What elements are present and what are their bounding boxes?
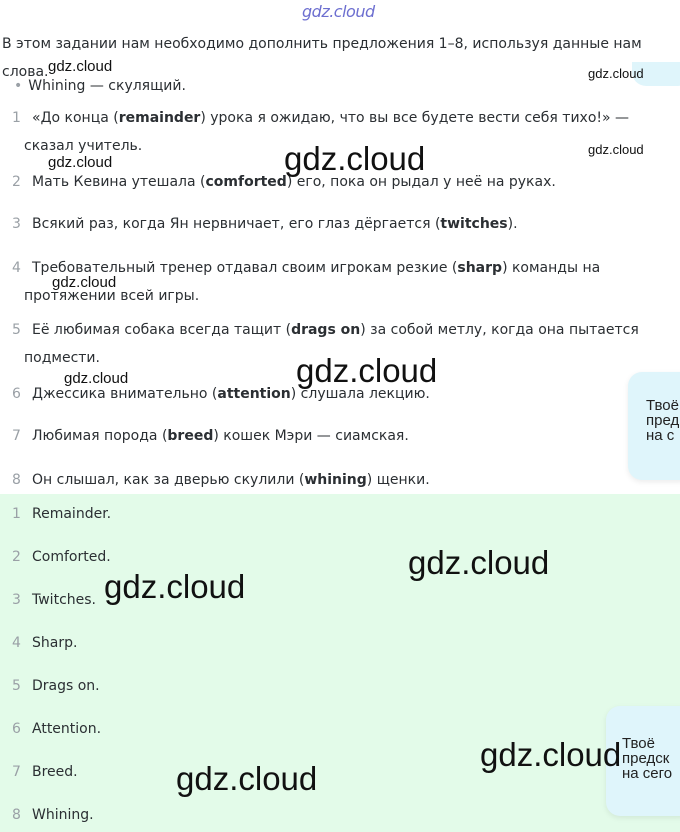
sentence-text-line2: сказал учитель.: [24, 138, 143, 154]
watermark: gdz.cloud: [48, 58, 113, 75]
watermark: gdz.cloud: [408, 544, 550, 581]
sentence-text: Он слышал, как за дверью скулили (whining) щенки.: [32, 472, 430, 488]
sentence-number: 5: [12, 322, 21, 338]
sentence-number: 3: [12, 216, 21, 232]
bullet-text: Whining — скулящий.: [28, 78, 186, 94]
answer-text: Twitches.: [32, 592, 96, 608]
sentence-keyword: comforted: [205, 174, 287, 190]
sentence-number: 2: [12, 174, 21, 190]
sentence-number: 7: [12, 428, 21, 444]
answer-number: 3: [12, 592, 21, 608]
chat-bubble-line: Твоё: [646, 397, 679, 414]
answer-text: Comforted.: [32, 549, 111, 565]
watermark: gdz.cloud: [104, 568, 246, 605]
answer-text: Breed.: [32, 764, 78, 780]
sentence-number: 8: [12, 472, 21, 488]
sentence-keyword: breed: [167, 428, 214, 444]
watermark: gdz.cloud: [64, 370, 129, 387]
answer-number: 4: [12, 635, 21, 651]
watermark: gdz.cloud: [480, 736, 622, 773]
watermark: gdz.cloud: [52, 274, 117, 291]
chat-bubble-line: предск: [622, 750, 670, 767]
sentence-text-line2: протяжении всей игры.: [24, 288, 200, 304]
watermark: gdz.cloud: [284, 140, 426, 177]
sentence-number: 1: [12, 110, 21, 126]
chat-bubble-line: пред: [646, 412, 680, 429]
watermark: gdz.cloud: [296, 352, 438, 389]
watermark: gdz.cloud: [588, 142, 644, 157]
chat-bubble[interactable]: [628, 372, 680, 480]
answer-number: 6: [12, 721, 21, 737]
answer-number: 1: [12, 506, 21, 522]
answer-number: 2: [12, 549, 21, 565]
sentence-number: 4: [12, 260, 21, 276]
watermark: gdz.cloud: [588, 66, 644, 81]
sentence-keyword: twitches: [440, 216, 508, 232]
sentence-text: Любимая порода (breed) кошек Мэри — сиамская.: [32, 428, 409, 444]
sentence-keyword: remainder: [118, 110, 201, 126]
sentence-keyword: drags on: [291, 322, 361, 338]
bullet-dot-icon: •: [14, 78, 23, 94]
answers-panel: [0, 494, 680, 832]
chat-bubble-line: на с: [646, 427, 675, 444]
watermark: gdz.cloud: [48, 154, 113, 171]
answer-text: Remainder.: [32, 506, 112, 522]
answer-number: 8: [12, 807, 21, 823]
chat-bubble-line: Твоё: [622, 735, 655, 752]
chat-bubble-line: на сего: [622, 765, 673, 782]
answer-text: Drags on.: [32, 678, 100, 694]
sentence-text: Всякий раз, когда Ян нервничает, его глаз дёргается (twitches).: [32, 216, 518, 232]
sentence-text: Требовательный тренер отдавал своим игрокам резкие (sharp) команды на: [32, 260, 601, 276]
answer-text: Whining.: [32, 807, 94, 823]
watermark: gdz.cloud: [176, 760, 318, 797]
task-intro: В этом задании нам необходимо дополнить предложения 1–8, используя данные нам слова.: [2, 36, 642, 80]
sentence-keyword: whining: [304, 472, 367, 488]
sentence-keyword: sharp: [457, 260, 503, 276]
answer-text: Attention.: [32, 721, 102, 737]
sentence-text: «До конца (remainder) урока я ожидаю, что вы все будете вести себя тихо!» —: [32, 110, 630, 126]
answer-text: Sharp.: [32, 635, 78, 651]
answer-number: 7: [12, 764, 21, 780]
sentence-text: Её любимая собака всегда тащит (drags on) за собой метлу, когда она пытается: [32, 322, 639, 338]
sentence-text: Мать Кевина утешала (comforted) его, пока он рыдал у неё на руках.: [32, 174, 556, 190]
site-logo[interactable]: gdz.cloud: [302, 2, 375, 21]
sentence-text-line2: подмести.: [24, 350, 100, 366]
sentence-text: Джессика внимательно (attention) слушала лекцию.: [32, 386, 430, 402]
answer-number: 5: [12, 678, 21, 694]
sentence-keyword: attention: [217, 386, 291, 402]
sentence-number: 6: [12, 386, 21, 402]
vocab-bullet: [14, 78, 186, 94]
